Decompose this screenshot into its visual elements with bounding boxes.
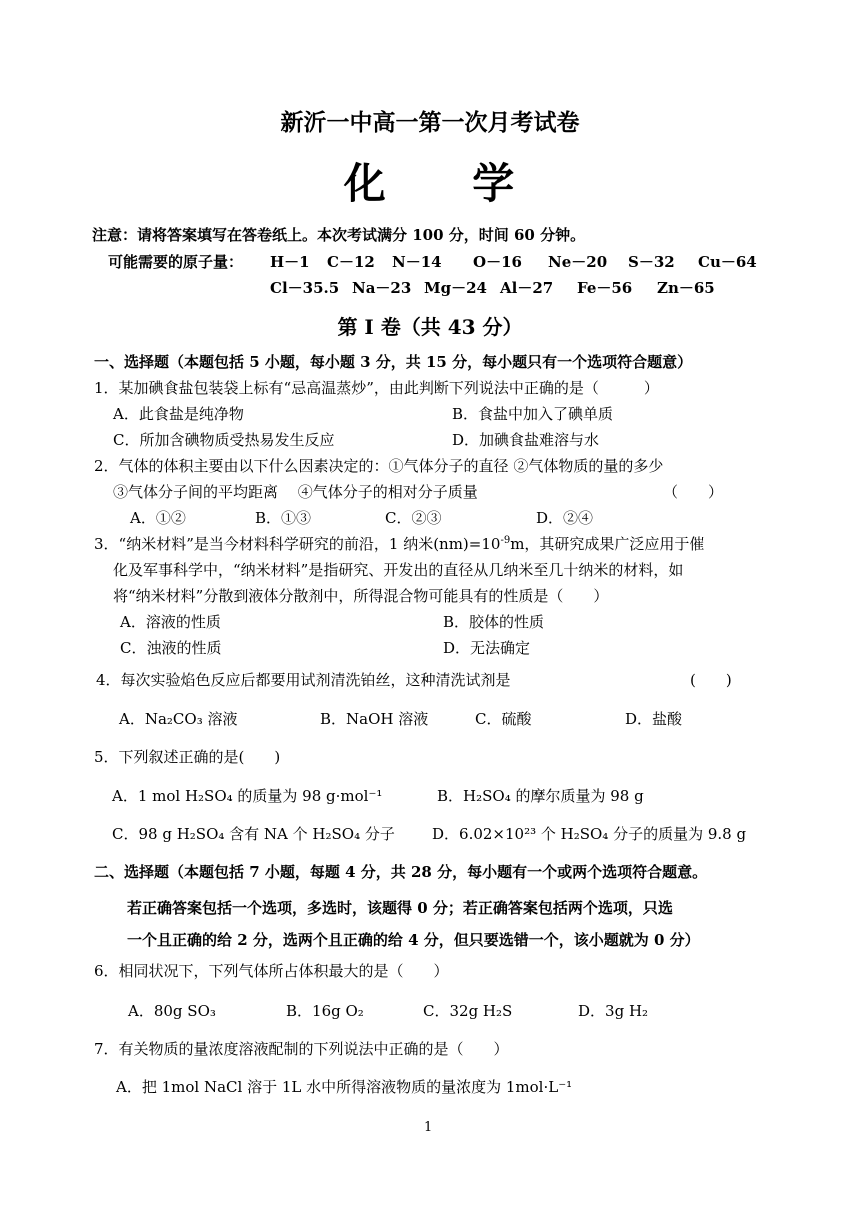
q4-option-a: A．Na₂CO₃ 溶液 bbox=[119, 710, 238, 728]
q6-stem: 6．相同状况下，下列气体所占体积最大的是（ ） bbox=[94, 962, 449, 980]
q3-stem bbox=[94, 534, 704, 554]
q4-option-b: B．NaOH 溶液 bbox=[320, 710, 429, 728]
q3-stem-pre: 3．“纳米材料”是当今材料科学研究的前沿，1 纳米(nm)=10 bbox=[94, 535, 501, 553]
atomic-mass-fe: Fe－56 bbox=[577, 279, 633, 297]
q1-option-d: D．加碘食盐难溶与水 bbox=[452, 431, 600, 449]
q5-option-d: D．6.02×10²³ 个 H₂SO₄ 分子的质量为 9.8 g bbox=[432, 825, 747, 843]
atomic-mass-na: Na－23 bbox=[352, 279, 412, 297]
atomic-mass-h: H－1 bbox=[270, 253, 310, 271]
q2-option-a: A．①② bbox=[130, 509, 186, 527]
atomic-mass-s: S－32 bbox=[628, 253, 675, 271]
q1-option-a: A．此食盐是纯净物 bbox=[113, 405, 244, 423]
section2-heading-line2: 若正确答案包括一个选项，多选时，该题得 0 分；若正确答案包括两个选项，只选 bbox=[127, 899, 673, 917]
exam-title: 新沂一中高一第一次月考试卷 bbox=[280, 109, 580, 136]
q4-answer-paren: ( ) bbox=[690, 671, 732, 689]
atomic-mass-n: N－14 bbox=[392, 253, 442, 271]
atomic-mass-label: 可能需要的原子量： bbox=[108, 253, 244, 271]
q2-option-c: C．②③ bbox=[385, 509, 442, 527]
q7-option-a: A．把 1mol NaCl 溶于 1L 水中所得溶液物质的量浓度为 1mol·L⁻¹ bbox=[116, 1078, 573, 1096]
q4-option-c: C．硫酸 bbox=[475, 710, 532, 728]
q3-option-a: A．溶液的性质 bbox=[120, 613, 221, 631]
section2-heading: 二、选择题（本题包括 7 小题，每题 4 分，共 28 分，每小题有一个或两个选项符合题意。 bbox=[94, 863, 708, 881]
q3-option-b: B．胶体的性质 bbox=[443, 613, 545, 631]
q6-option-c: C．32g H₂S bbox=[423, 1002, 513, 1020]
q2-option-d: D．②④ bbox=[536, 509, 594, 527]
q2-option-b: B．①③ bbox=[255, 509, 312, 527]
q3-stem-line3: 将“纳米材料”分散到液体分散剂中，所得混合物可能具有的性质是（ ） bbox=[113, 587, 609, 605]
page-number: 1 bbox=[424, 1120, 433, 1135]
q6-option-a: A．80g SO₃ bbox=[128, 1002, 216, 1020]
q2-answer-paren: （ ） bbox=[663, 483, 724, 501]
q4-option-d: D．盐酸 bbox=[625, 710, 683, 728]
subject-title: 化 学 bbox=[343, 159, 517, 208]
q6-option-d: D．3g H₂ bbox=[578, 1002, 649, 1020]
q3-stem-post: m，其研究成果广泛应用于催 bbox=[510, 535, 705, 553]
q3-option-c: C．浊液的性质 bbox=[120, 639, 222, 657]
section2-heading-line3: 一个且正确的给 2 分，选两个且正确的给 4 分，但只要选错一个，该小题就为 0 分） bbox=[127, 931, 700, 949]
q1-stem: 1．某加碘食盐包装袋上标有“忌高温蒸炒”，由此判断下列说法中正确的是（ ） bbox=[94, 379, 659, 397]
atomic-mass-cl: Cl－35.5 bbox=[270, 279, 340, 297]
q5-option-c: C．98 g H₂SO₄ 含有 NA 个 H₂SO₄ 分子 bbox=[112, 825, 395, 843]
q5-option-a: A．1 mol H₂SO₄ 的质量为 98 g·mol⁻¹ bbox=[112, 787, 383, 805]
q3-stem-sup: -9 bbox=[500, 535, 511, 546]
atomic-mass-ne: Ne－20 bbox=[548, 253, 608, 271]
q1-option-c: C．所加含碘物质受热易发生反应 bbox=[113, 431, 335, 449]
q1-option-b: B．食盐中加入了碘单质 bbox=[452, 405, 614, 423]
q5-stem: 5．下列叙述正确的是( ) bbox=[94, 748, 281, 766]
atomic-mass-al: Al－27 bbox=[500, 279, 554, 297]
q3-option-d: D．无法确定 bbox=[443, 639, 531, 657]
q4-stem: 4．每次实验焰色反应后都要用试剂清洗铂丝，这种清洗试剂是 bbox=[96, 671, 511, 689]
atomic-mass-zn: Zn－65 bbox=[657, 279, 715, 297]
atomic-mass-c: C－12 bbox=[327, 253, 375, 271]
exam-notice: 注意：请将答案填写在答卷纸上。本次考试满分 100 分，时间 60 分钟。 bbox=[92, 226, 586, 244]
q7-stem: 7．有关物质的量浓度溶液配制的下列说法中正确的是（ ） bbox=[94, 1040, 509, 1058]
atomic-mass-cu: Cu－64 bbox=[698, 253, 757, 271]
volume-title: 第 I 卷（共 43 分） bbox=[337, 315, 523, 339]
atomic-mass-o: O－16 bbox=[473, 253, 522, 271]
q3-stem-line2: 化及军事科学中，“纳米材料”是指研究、开发出的直径从几纳米至几十纳米的材料，如 bbox=[113, 561, 684, 579]
q2-stem: 2．气体的体积主要由以下什么因素决定的：①气体分子的直径 ②气体物质的量的多少 bbox=[94, 457, 664, 475]
q2-stem-line2: ③气体分子间的平均距离 ④气体分子的相对分子质量 bbox=[113, 483, 478, 501]
q5-option-b: B．H₂SO₄ 的摩尔质量为 98 g bbox=[437, 787, 644, 805]
atomic-mass-mg: Mg－24 bbox=[424, 279, 487, 297]
section1-heading: 一、选择题（本题包括 5 小题，每小题 3 分，共 15 分，每小题只有一个选项符合题意） bbox=[94, 353, 693, 371]
q6-option-b: B．16g O₂ bbox=[286, 1002, 364, 1020]
